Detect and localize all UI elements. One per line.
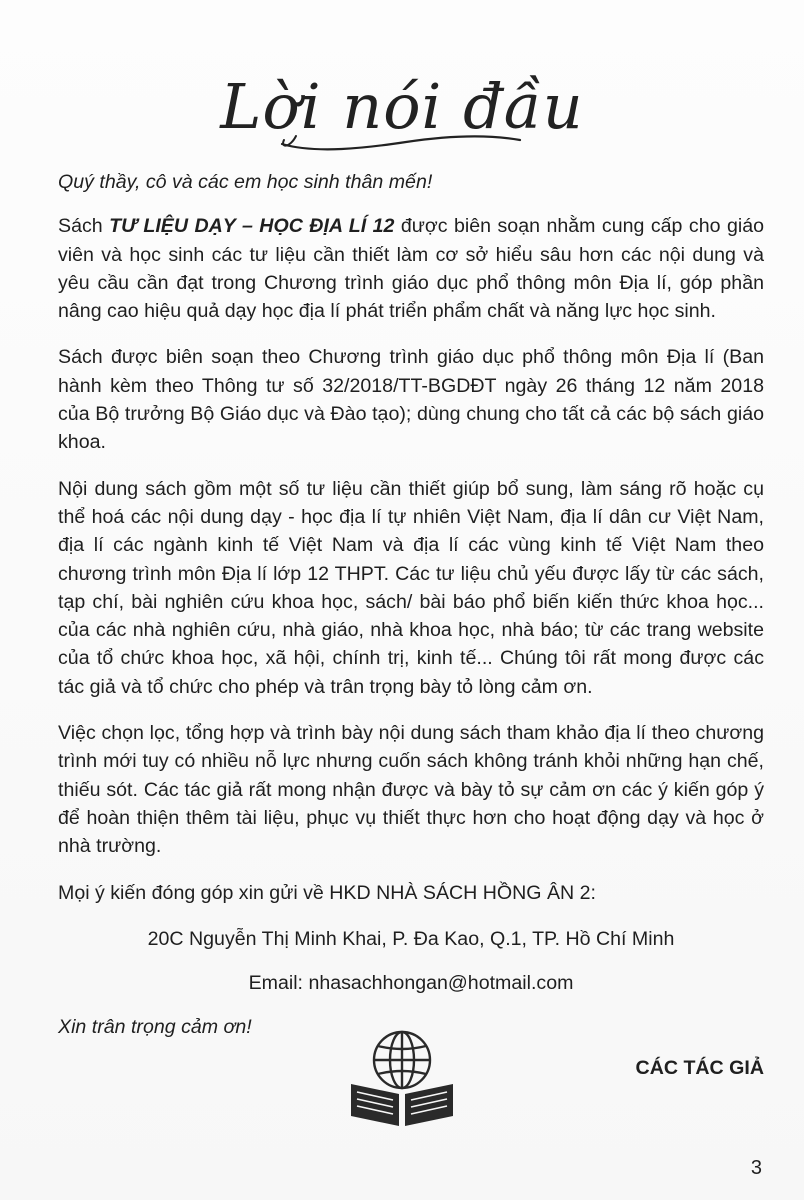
paragraph-intro-prefix: Sách [58,215,110,238]
paragraph-intro-suffix: được biên soạn nhằm cung cấp cho giáo viên và học sinh các tư liệu cần thiết làm cơ sở hiểu sâu hơn các nội dung và yêu cầu cần đạt trong Chương trình giáo dục phổ thông môn Địa lí, góp phần nâng cao hiệu quả dạy học địa lí phát triển phẩm chất và năng lực học sinh. [58,215,764,323]
globe-on-open-book-icon [343,1022,461,1132]
paragraph-limitations: Việc chọn lọc, tổng hợp và trình bày nội dung sách tham khảo địa lí theo chương trình mới tuy có nhiều nỗ lực nhưng cuốn sách không tránh khỏi những hạn chế, thiếu sót. Các tác giả rất mong nhận được và bày tỏ sự cảm ơn các ý kiến góp ý để hoàn thiện thêm tài liệu, phục vụ thiết thực hơn cho hoạt động dạy và học ở nhà trường. [58,722,764,858]
preface-content [58,168,764,1082]
greeting: Quý thầy, cô và các em học sinh thân mến! [58,171,433,193]
thanks-line: Xin trân trọng cảm ơn! [58,1016,252,1039]
paragraph-content: Nội dung sách gồm một số tư liệu cần thiết giúp bổ sung, làm sáng rõ hoặc cụ thể hoá các nội dung dạy - học địa lí tự nhiên Việt Nam, địa lí dân cư Việt Nam, địa lí các ngành kinh tế Việt Nam và địa lí các vùng kinh tế Việt Nam theo chương trình môn Địa lí lớp 12 THPT. Các tư liệu chủ yếu được lấy từ các sách, tạp chí, bài nghiên cứu khoa học, sách/ bài báo phổ biến kiến thức khoa học... của các nhà nghiên cứu, nhà giáo, nhà khoa học, nhà báo; từ các trang website của tổ chức khoa học, xã hội, chính trị, kinh tế... Chúng tôi rất mong được các tác giả và tổ chức cho phép và trân trọng bày tỏ lòng cảm ơn. [58,477,764,698]
signature: CÁC TÁC GIẢ [635,1056,764,1079]
page-title: Lời nói đầu [220,70,584,143]
email-line: Email: nhasachhongan@hotmail.com [248,972,574,995]
paragraph-curriculum: Sách được biên soạn theo Chương trình giáo dục phổ thông môn Địa lí (Ban hành kèm theo Thông tư số 32/2018/TT-BGDĐT ngày 26 tháng 12 năm 2018 của Bộ trưởng Bộ Giáo dục và Đào tạo); dùng chung cho tất cả các bộ sách giáo khoa. [58,346,764,454]
book-title: TƯ LIỆU DẠY – HỌC ĐỊA LÍ 12 [109,215,395,238]
paragraph-intro [58,212,764,325]
contact-intro: Mọi ý kiến đóng góp xin gửi về HKD NHÀ SÁCH HỒNG ÂN 2: [58,881,596,904]
address: 20C Nguyễn Thị Minh Khai, P. Đa Kao, Q.1, TP. Hồ Chí Minh [147,927,675,950]
page-number: 3 [750,1157,762,1179]
title-swash-decoration [276,118,526,154]
